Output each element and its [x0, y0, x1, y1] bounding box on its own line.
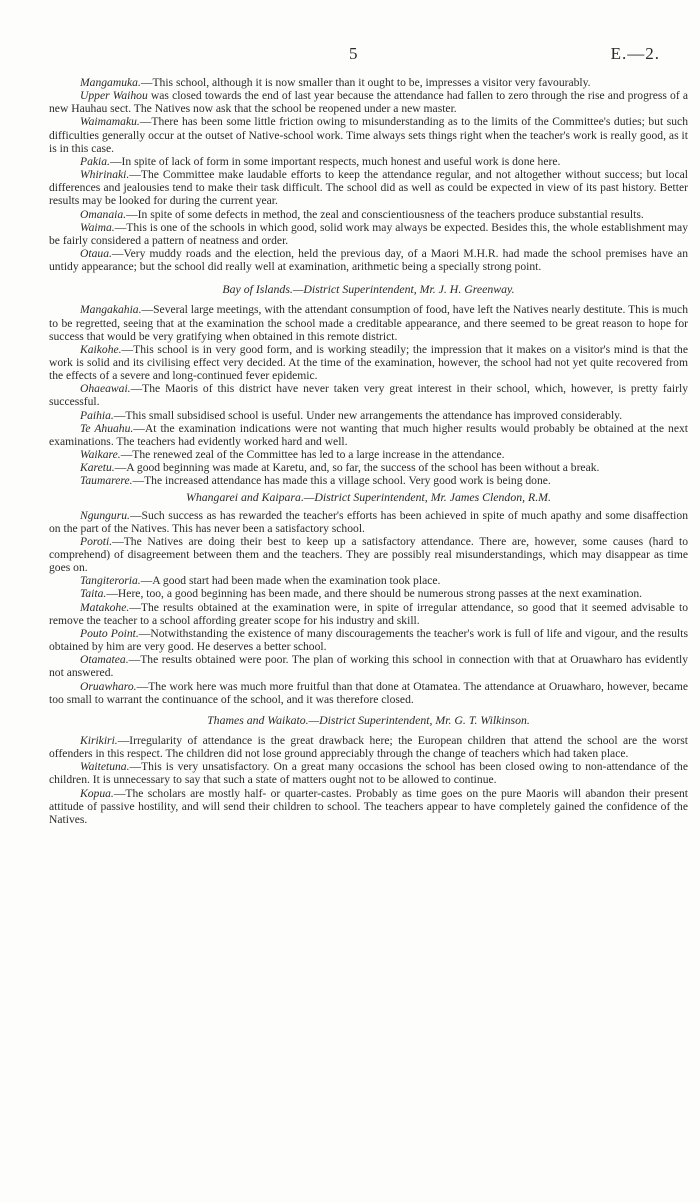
school-name: Pouto Point.	[80, 626, 139, 640]
school-paragraph	[49, 601, 688, 627]
school-name: Omanaia.	[80, 207, 127, 221]
school-name: Whirinaki.	[80, 168, 130, 182]
school-paragraph	[49, 382, 688, 408]
paragraph-text: —Very muddy roads and the election, held the previous day, of a Maori M.H.R. had made the school premises have an untidy appearance; but the school did really well at examination, arithmetic being a specially strong point.	[49, 247, 688, 274]
section-heading: Thames and Waikato.—District Superintendent, Mr. G. T. Wilkinson.	[207, 712, 530, 727]
school-name: Kaikohe.	[80, 342, 122, 356]
document-code: E.—2.	[610, 44, 660, 63]
school-name: Taita.	[80, 587, 107, 601]
school-name: Otamatea.	[80, 653, 129, 667]
school-name: Paihia.	[80, 408, 114, 422]
section-heading: Whangarei and Kaipara.—District Superintendent, Mr. James Clendon, R.M.	[186, 489, 551, 504]
school-paragraph	[49, 574, 688, 587]
school-name: Waikare.	[80, 448, 121, 462]
paragraph-text: —The results obtained were poor. The plan of working this school in connection with that at Oruawharo has evidently not answered.	[49, 653, 688, 680]
report-body	[49, 76, 688, 826]
school-paragraph	[49, 115, 688, 154]
section-heading: Bay of Islands.—District Superintendent, Mr. J. H. Greenway.	[222, 282, 515, 297]
school-paragraph	[49, 76, 688, 89]
school-paragraph	[49, 155, 688, 168]
school-paragraph	[49, 680, 688, 706]
paragraph-text: —This is very unsatisfactory. On a great many occasions the school has been closed owing to non-attendance of the children. It is unnecessary to say that such a state of matters ought not to be allowed to continue.	[49, 760, 688, 787]
page-header	[0, 44, 700, 64]
school-name: Pakia.	[80, 154, 110, 168]
school-paragraph	[49, 168, 688, 207]
school-paragraph	[49, 221, 688, 247]
paragraph-text: —This is one of the schools in which good, solid work may always be expected. Besides this, the whole establishment may be fairly considered a pattern of neatness and order.	[49, 220, 688, 247]
school-paragraph	[49, 474, 688, 487]
school-paragraph	[49, 343, 688, 382]
school-paragraph	[49, 208, 688, 221]
school-name: Kirikiri.	[80, 733, 118, 747]
school-paragraph	[49, 627, 688, 653]
paragraph-text: —The results obtained at the examination were, in spite of irregular attendance, so good that it seemed advisable to remove the teacher to a school affording greater scope for his industry and skill.	[49, 600, 688, 627]
paragraph-text: —Irregularity of attendance is the great drawback here; the European children that attend the school are the worst offenders in this respect. The children did not lose ground appreciably through the change of teachers which had taken place.	[49, 733, 688, 761]
school-name: Otaua.	[80, 247, 112, 261]
school-paragraph	[49, 535, 688, 574]
school-name: Matakohe.	[80, 600, 130, 614]
school-paragraph	[49, 587, 688, 600]
school-name: Waima.	[80, 220, 115, 234]
school-name: Oruawharo.	[80, 679, 137, 693]
paragraph-text: —The Maoris of this district have never taken very great interest in their school, which, however, is pretty fairly successful.	[49, 382, 688, 409]
paragraph-text: —This small subsidised school is useful. Under new arrangements the attendance has improved considerably.	[113, 408, 623, 422]
paragraph-text: —There has been some little friction owing to misunderstanding as to the limits of the Committee's duties; but such difficulties generally occur at the outset of Native-school work. Time always sets things right when the teacher's work is really good, as it is in this case.	[49, 115, 688, 155]
paragraph-text: —A good start had been made when the examination took place.	[140, 574, 441, 588]
paragraph-text: —The Natives are doing their best to keep up a satisfactory attendance. There are, however, some causes (hard to comprehend) of disagreement between them and the teachers. They are possibly real misunderstandings, which may disappear as time goes on.	[49, 534, 688, 575]
school-paragraph	[49, 422, 688, 448]
school-name: Te Ahuahu.	[80, 421, 134, 435]
school-paragraph	[49, 734, 688, 760]
paragraph-text: —This school, although it is now smaller than it ought to be, impresses a visitor very favourably.	[140, 76, 591, 89]
school-paragraph	[49, 787, 688, 826]
school-name: Karetu.	[80, 461, 115, 475]
paragraph-text: —The increased attendance has made this a village school. Very good work is being done.	[132, 474, 551, 488]
paragraph-text: —Several large meetings, with the attendant consumption of food, have left the Natives nearly destitute. This is much to be regretted, seeing that at the examination the school made a creditable appearance, and there seemed to be great reason to hope for success that would be very gratifying when obtained in this remote district.	[49, 303, 688, 343]
school-name: Upper Waihou	[80, 89, 148, 103]
school-name: Ngunguru.	[80, 508, 130, 522]
paragraph-text: —The Committee make laudable efforts to keep the attendance regular, and not altogether without success; but local differences and jealousies tend to make their task difficult. The school did as well as could be expected in view of its past history. Better results may be looked for during the current year.	[49, 168, 688, 208]
school-paragraph	[49, 461, 688, 474]
paragraph-text: —The scholars are mostly half- or quarter-castes. Probably as time goes on the pure Maoris will abandon their present attitude of passive hostility, and will send their children to school. The teachers appear to have completely gained the confidence of the Natives.	[49, 786, 688, 826]
school-name: Mangakahia.	[80, 303, 142, 317]
school-name: Waimamaku.	[80, 115, 140, 129]
school-paragraph	[49, 760, 688, 786]
school-paragraph	[49, 653, 688, 679]
paragraph-text: —In spite of lack of form in some important respects, much honest and useful work is done here.	[109, 154, 561, 168]
school-name: Taumarere.	[80, 474, 133, 488]
school-name: Mangamuka.	[80, 76, 141, 89]
paragraph-text: —A good beginning was made at Karetu, and, so far, the success of the school has been without a break.	[114, 461, 600, 475]
school-name: Tangiteroria.	[80, 574, 141, 588]
school-name: Ohaeawai.	[80, 382, 131, 396]
school-name: Waitetuna.	[80, 760, 130, 774]
paragraph-text: —In spite of some defects in method, the zeal and conscientiousness of the teachers produce substantial results.	[126, 207, 644, 221]
page-number: 5	[349, 44, 358, 63]
school-paragraph	[49, 247, 688, 273]
school-paragraph	[49, 89, 688, 115]
school-name: Poroti.	[80, 534, 113, 548]
school-paragraph	[49, 303, 688, 342]
paragraph-text: —At the examination indications were not wanting that much higher results would probably be obtained at the next examinations. The teachers had evidently worked hard and well.	[49, 421, 688, 448]
paragraph-text: —Such success as has rewarded the teacher's efforts has been achieved in spite of much apathy and some disaffection on the part of the Natives. This has never been a satisfactory school.	[49, 508, 688, 535]
paragraph-text: —Notwithstanding the existence of many discouragements the teacher's work is full of life and vigour, and the results obtained by him are very good. He deserves a better school.	[49, 626, 689, 654]
paragraph-text: —The work here was much more fruitful than that done at Otamatea. The attendance at Oruawharo, however, became too small to warrant the continuance of the school, and it was therefore closed.	[49, 679, 688, 706]
school-name: Kopua.	[80, 786, 114, 800]
paragraph-text: —The renewed zeal of the Committee has led to a large increase in the attendance.	[120, 448, 505, 462]
school-paragraph	[49, 409, 688, 422]
paragraph-text: was closed towards the end of last year because the attendance had fallen to zero through the rise and progress of a new Hauhau sect. The Natives now ask that the school be reopened under a new master.	[49, 89, 688, 116]
school-paragraph	[49, 448, 688, 461]
school-paragraph	[49, 509, 688, 535]
paragraph-text: —Here, too, a good beginning has been made, and there should be numerous strong passes at the next examination.	[106, 587, 643, 601]
paragraph-text: —This school is in very good form, and is working steadily; the impression that it makes on a visitor's mind is that the work is solid and its civilising effect very decided. At the time of the examination, however, the school had not yet quite recovered from the effects of a severe and long-continued fever epidemic.	[49, 342, 688, 383]
